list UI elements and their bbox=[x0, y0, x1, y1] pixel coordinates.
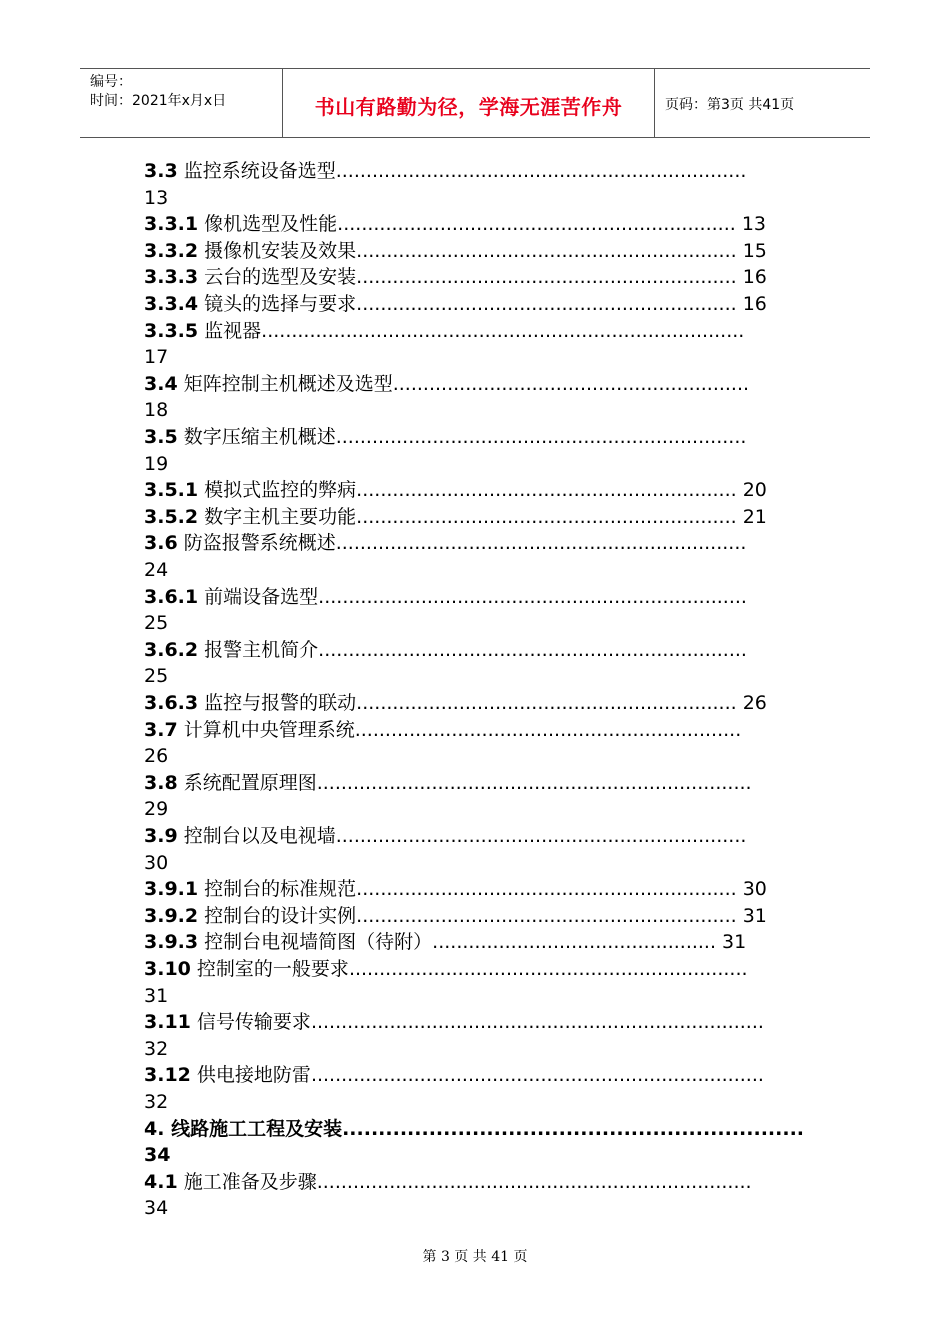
toc-entry-title: 施工准备及步骤 bbox=[177, 1170, 317, 1193]
toc-page-number: 32 bbox=[144, 1037, 169, 1060]
toc-entry-number: 3.6.2 bbox=[144, 638, 199, 661]
page-header bbox=[80, 68, 870, 138]
number-label: 编号： bbox=[90, 74, 132, 90]
toc-entry-title: 镜头的选择与要求 bbox=[198, 293, 357, 315]
toc-entry-title: 控制台的标准规范 bbox=[198, 878, 357, 901]
toc-page-number: 17 bbox=[144, 346, 169, 369]
toc-page-number: 15 bbox=[736, 239, 767, 262]
toc-entry-title: 控制室的一般要求 bbox=[190, 958, 349, 980]
header-motto-cell bbox=[283, 69, 655, 137]
toc-entry[interactable] bbox=[144, 318, 744, 344]
toc-page-number: 16 bbox=[736, 293, 767, 315]
toc-entry[interactable] bbox=[144, 291, 767, 317]
toc-entry-number: 3.6 bbox=[144, 532, 178, 555]
toc-entry[interactable] bbox=[144, 823, 746, 849]
toc-entry[interactable] bbox=[144, 504, 767, 530]
toc-entry-number: 3.11 bbox=[144, 1011, 191, 1034]
toc-entry-number: 3.3.3 bbox=[144, 266, 199, 289]
toc-entry-title: 摄像机安装及效果 bbox=[198, 239, 357, 262]
toc-entry-title: 控制台的设计实例 bbox=[198, 904, 357, 927]
toc-entry-title: 监控与报警的联动 bbox=[198, 692, 357, 714]
toc-entry[interactable] bbox=[144, 929, 746, 955]
toc-page-number: 25 bbox=[144, 612, 169, 635]
toc-entry-title: 像机选型及性能 bbox=[198, 213, 338, 236]
toc-entry-title: 数字压缩主机概述 bbox=[177, 426, 336, 448]
toc-page-number: 25 bbox=[144, 665, 169, 688]
toc-page-number: 19 bbox=[144, 452, 169, 475]
toc-leader-dots: .................................................................. bbox=[337, 213, 736, 236]
toc-entry-number: 3.4 bbox=[144, 372, 178, 395]
toc-entry-title: 供电接地防雷 bbox=[190, 1064, 311, 1087]
toc-entry-number: 4.1 bbox=[144, 1170, 178, 1193]
toc-entry-title: 控制台以及电视墙 bbox=[177, 825, 336, 847]
toc-entry[interactable] bbox=[144, 424, 746, 450]
toc-entry-number: 3.12 bbox=[144, 1064, 191, 1087]
toc-page-number: 31 bbox=[144, 984, 169, 1007]
toc-entry-title: 监控系统设备选型 bbox=[177, 160, 336, 182]
toc-page-number: 26 bbox=[144, 745, 169, 768]
header-page-cell bbox=[655, 69, 870, 137]
toc-leader-dots: ............................................... bbox=[432, 931, 717, 954]
toc-entry[interactable] bbox=[144, 264, 767, 290]
toc-entry-number: 3.10 bbox=[144, 958, 191, 980]
toc-entry-number: 3.7 bbox=[144, 718, 178, 741]
toc-leader-dots: .................................................................... bbox=[335, 426, 747, 448]
toc-entry-number: 3.3.4 bbox=[144, 293, 199, 315]
page-info: 页码：第3页 共41页 bbox=[665, 97, 795, 113]
toc-leader-dots: ........................................................... bbox=[392, 372, 750, 395]
toc-entry-title: 系统配置原理图 bbox=[177, 771, 317, 794]
toc-leader-dots: ............................................................... bbox=[356, 505, 737, 528]
toc-entry-number: 3.3.1 bbox=[144, 213, 199, 236]
toc-leader-dots: .................................................................... bbox=[335, 532, 747, 555]
toc-entry-number: 3.6.3 bbox=[144, 692, 199, 714]
toc-entry[interactable] bbox=[144, 956, 748, 982]
toc-entry[interactable] bbox=[144, 371, 749, 397]
toc-entry-number: 3.5.1 bbox=[144, 479, 199, 502]
toc-entry-number: 3.9 bbox=[144, 825, 178, 847]
toc-entry[interactable] bbox=[144, 1169, 752, 1195]
toc-page-number: 16 bbox=[736, 266, 767, 289]
toc-entry-number: 3.9.2 bbox=[144, 904, 199, 927]
toc-entry-number: 3.6.1 bbox=[144, 585, 199, 608]
toc-entry[interactable] bbox=[144, 690, 767, 716]
toc-leader-dots: ........................................................................ bbox=[316, 1170, 752, 1193]
toc-entry-title: 数字主机主要功能 bbox=[198, 505, 357, 528]
toc-page-number: 26 bbox=[736, 692, 767, 714]
toc-page-number: 29 bbox=[144, 798, 169, 821]
toc-page-number: 30 bbox=[736, 878, 767, 901]
toc-page-number: 31 bbox=[716, 931, 747, 954]
toc-entry-number: 3.9.3 bbox=[144, 931, 199, 954]
toc-page-number: 13 bbox=[735, 213, 766, 236]
toc-entry-title: 报警主机简介 bbox=[198, 638, 319, 661]
toc-leader-dots: ............................................................... bbox=[356, 479, 737, 502]
motto: 书山有路勤为径，学海无涯苦作舟 bbox=[314, 95, 623, 119]
toc-entry[interactable] bbox=[144, 477, 767, 503]
toc-page-number: 34 bbox=[144, 1144, 171, 1167]
toc-leader-dots: ........................................................................... bbox=[310, 1011, 764, 1034]
toc-leader-dots: .................................................................... bbox=[335, 825, 747, 847]
toc-entry-number: 3.3 bbox=[144, 160, 178, 182]
toc-entry-title: 前端设备选型 bbox=[198, 585, 319, 608]
toc-leader-dots: ............................................................... bbox=[356, 878, 737, 901]
toc-entry[interactable] bbox=[144, 1009, 764, 1035]
toc-leader-dots: ............................................................... bbox=[356, 266, 737, 289]
toc-entry[interactable] bbox=[144, 584, 747, 610]
toc-leader-dots: ................................................................................ bbox=[261, 319, 745, 342]
toc-entry-number: 4. bbox=[144, 1117, 165, 1140]
toc-page-number: 30 bbox=[144, 851, 169, 874]
toc-page-number: 34 bbox=[144, 1197, 169, 1220]
toc-leader-dots: .................................................................. bbox=[348, 958, 748, 980]
toc-leader-dots: ............................................................... bbox=[356, 904, 737, 927]
toc-entry[interactable] bbox=[144, 158, 746, 184]
toc-leader-dots: ................................................................ bbox=[354, 718, 742, 741]
toc-entry[interactable] bbox=[144, 637, 747, 663]
toc-entry-title: 云台的选型及安装 bbox=[198, 266, 357, 289]
toc-leader-dots: ....................................................................... bbox=[318, 585, 747, 608]
toc-leader-dots: ............................................................... bbox=[356, 692, 737, 714]
toc-entry-title: 监视器 bbox=[198, 319, 262, 342]
toc-entry[interactable] bbox=[144, 530, 746, 556]
toc-leader-dots: ............................................................... bbox=[356, 293, 737, 315]
toc-entry-number: 3.9.1 bbox=[144, 878, 199, 901]
toc-entry-number: 3.5 bbox=[144, 426, 178, 448]
toc-leader-dots: ................................................................ bbox=[342, 1117, 805, 1140]
toc-entry[interactable] bbox=[144, 238, 767, 264]
toc-entry[interactable] bbox=[144, 717, 741, 743]
toc-leader-dots: ....................................................................... bbox=[318, 638, 747, 661]
toc-entry-number: 3.5.2 bbox=[144, 505, 199, 528]
toc-page-number: 13 bbox=[144, 186, 169, 209]
toc-entry[interactable] bbox=[144, 1062, 764, 1088]
time-label: 时间：2021年x月x日 bbox=[90, 93, 227, 109]
toc-entry-title: 防盗报警系统概述 bbox=[177, 532, 336, 555]
toc-page-number: 32 bbox=[144, 1091, 169, 1113]
toc-entry[interactable] bbox=[144, 1116, 804, 1142]
header-meta-cell bbox=[80, 69, 283, 137]
toc-leader-dots: .................................................................... bbox=[335, 160, 747, 182]
toc-entry[interactable] bbox=[144, 770, 752, 796]
toc-leader-dots: ........................................................................... bbox=[310, 1064, 764, 1087]
toc-entry-title: 模拟式监控的弊病 bbox=[198, 479, 357, 502]
toc-entry-number: 3.8 bbox=[144, 771, 178, 794]
toc-entry-title: 矩阵控制主机概述及选型 bbox=[177, 372, 393, 395]
toc-entry[interactable] bbox=[144, 211, 766, 237]
toc-leader-dots: ............................................................... bbox=[356, 239, 737, 262]
toc-entry-title: 线路施工工程及安装 bbox=[164, 1117, 343, 1140]
page-footer: 第 3 页 共 41 页 bbox=[422, 1249, 528, 1265]
toc-entry-title: 计算机中央管理系统 bbox=[177, 718, 355, 741]
toc-entry-number: 3.3.2 bbox=[144, 239, 199, 262]
toc-leader-dots: ........................................................................ bbox=[316, 771, 752, 794]
toc-page-number: 18 bbox=[144, 399, 169, 422]
toc-entry-title: 控制台电视墙简图（待附） bbox=[198, 931, 433, 954]
toc-entry[interactable] bbox=[144, 876, 767, 902]
toc-entry-number: 3.3.5 bbox=[144, 319, 199, 342]
toc-page-number: 21 bbox=[736, 505, 767, 528]
toc-page-number: 20 bbox=[736, 479, 767, 502]
toc-page-number: 31 bbox=[736, 904, 767, 927]
toc-entry[interactable] bbox=[144, 903, 767, 929]
toc-entry-title: 信号传输要求 bbox=[190, 1011, 311, 1034]
toc-page-number: 24 bbox=[144, 559, 169, 581]
